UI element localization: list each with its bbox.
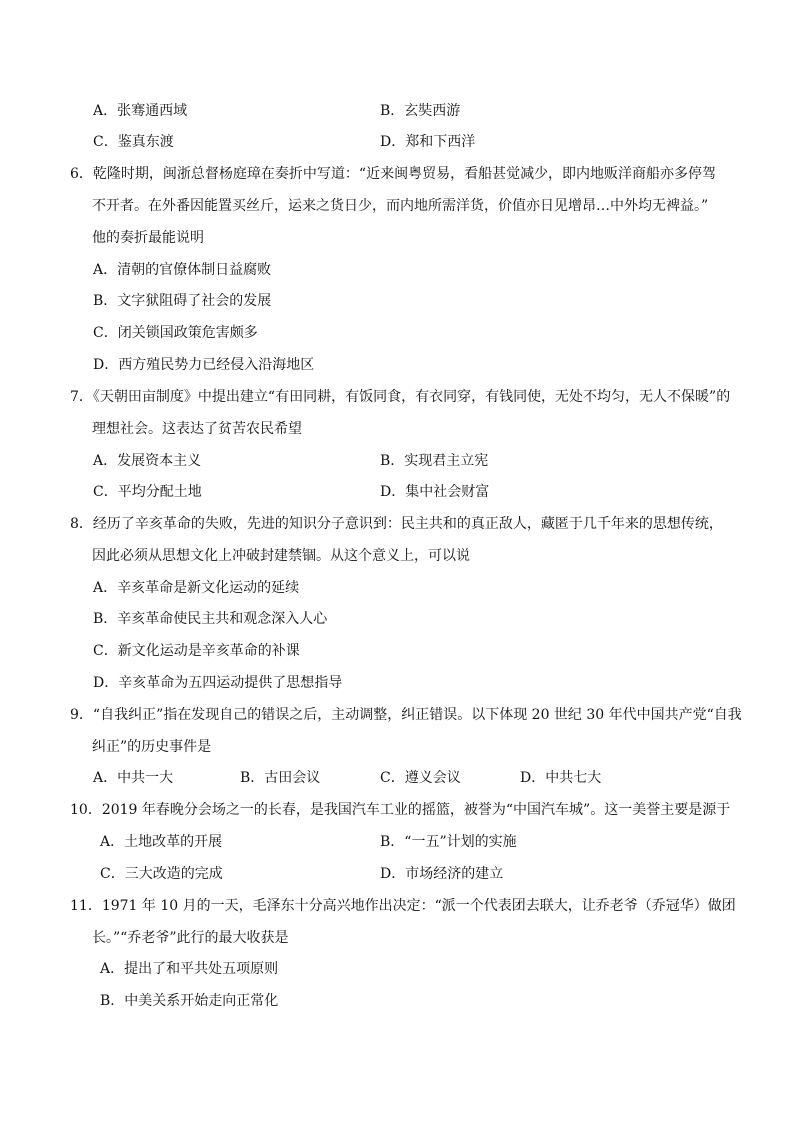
q6-option-c: C．闭关锁国政策危害颇多 — [93, 325, 258, 341]
q6-option-a: A．清朝的官僚体制日益腐败 — [93, 262, 272, 278]
q6-stem-line1: 6．乾隆时期，闽浙总督杨庭璋在奏折中写道：“近来闽粤贸易，看船甚觉减少，即内地贩洋商船亦多停驾 — [70, 166, 717, 182]
q8-option-a: A．辛亥革命是新文化运动的延续 — [93, 580, 300, 596]
q6-option-b: B．文字狱阻碍了社会的发展 — [93, 293, 272, 309]
q11-stem-line1: 11．1971 年 10 月的一天，毛泽东十分高兴地作出决定：“派一个代表团去联大，让乔老爷（乔冠华）做团 — [70, 898, 736, 914]
q9-stem-line2: 纠正”的历史事件是 — [92, 739, 212, 755]
q8-option-d: D．辛亥革命为五四运动提供了思想指导 — [93, 675, 343, 691]
q6-stem-line3: 他的奏折最能说明 — [92, 230, 204, 246]
q5-option-b: B．玄奘西游 — [380, 103, 461, 119]
q11-option-b: B．中美关系开始走向正常化 — [100, 993, 279, 1009]
q8-option-c: C．新文化运动是辛亥革命的补课 — [93, 643, 300, 659]
q11-stem-line2: 长。”“乔老爷”此行的最大收获是 — [92, 930, 289, 946]
q7-option-a: A．发展资本主义 — [93, 453, 202, 469]
q5-option-c: C．鉴真东渡 — [93, 134, 174, 150]
q8-option-b: B．辛亥革命使民主共和观念深入人心 — [93, 611, 328, 627]
q5-option-d: D．郑和下西洋 — [380, 134, 476, 150]
q9-option-c: C．遵义会议 — [380, 770, 461, 786]
q10-option-d: D．市场经济的建立 — [380, 866, 504, 882]
q8-stem-line1: 8．经历了辛亥革命的失败，先进的知识分子意识到：民主共和的真正敌人，藏匿于几千年来的思想传统， — [70, 516, 723, 532]
q9-option-a: A．中共一大 — [93, 770, 174, 786]
q7-option-b: B．实现君主立宪 — [380, 453, 489, 469]
q9-option-b: B．古田会议 — [240, 770, 321, 786]
q11-option-a: A．提出了和平共处五项原则 — [100, 961, 279, 977]
q6-stem-line2: 不开者。在外番因能置买丝斤，运来之货日少，而内地所需洋货，价值亦日见增昂…中外均无裨益。” — [92, 198, 709, 214]
q10-stem-line1: 10．2019 年春晚分会场之一的长春，是我国汽车工业的摇篮，被誉为“中国汽车城”。这一美誉主要是源于 — [70, 802, 731, 818]
q10-option-b: B．“一五”计划的实施 — [380, 834, 517, 850]
q8-stem-line2: 因此必须从思想文化上冲破封建禁锢。从这个意义上，可以说 — [92, 548, 470, 564]
q9-stem-line1: 9．“自我纠正”指在发现自己的错误之后，主动调整，纠正错误。以下体现 20 世纪 30 年代中国共产党“自我 — [70, 707, 742, 723]
q10-option-a: A．土地改革的开展 — [100, 834, 223, 850]
q7-option-d: D．集中社会财富 — [380, 484, 490, 500]
q7-option-c: C．平均分配土地 — [93, 484, 202, 500]
q7-stem-line2: 理想社会。这表达了贫苦农民希望 — [92, 421, 302, 437]
q6-option-d: D．西方殖民势力已经侵入沿海地区 — [93, 357, 315, 373]
q10-option-c: C．三大改造的完成 — [100, 866, 223, 882]
q7-stem-line1: 7．《天朝田亩制度》中提出建立“有田同耕，有饭同食，有衣同穿，有钱同使，无处不均匀，无人不保暖”的 — [70, 389, 731, 405]
q5-option-a: A．张骞通西域 — [93, 103, 188, 119]
q9-option-d: D．中共七大 — [520, 770, 602, 786]
